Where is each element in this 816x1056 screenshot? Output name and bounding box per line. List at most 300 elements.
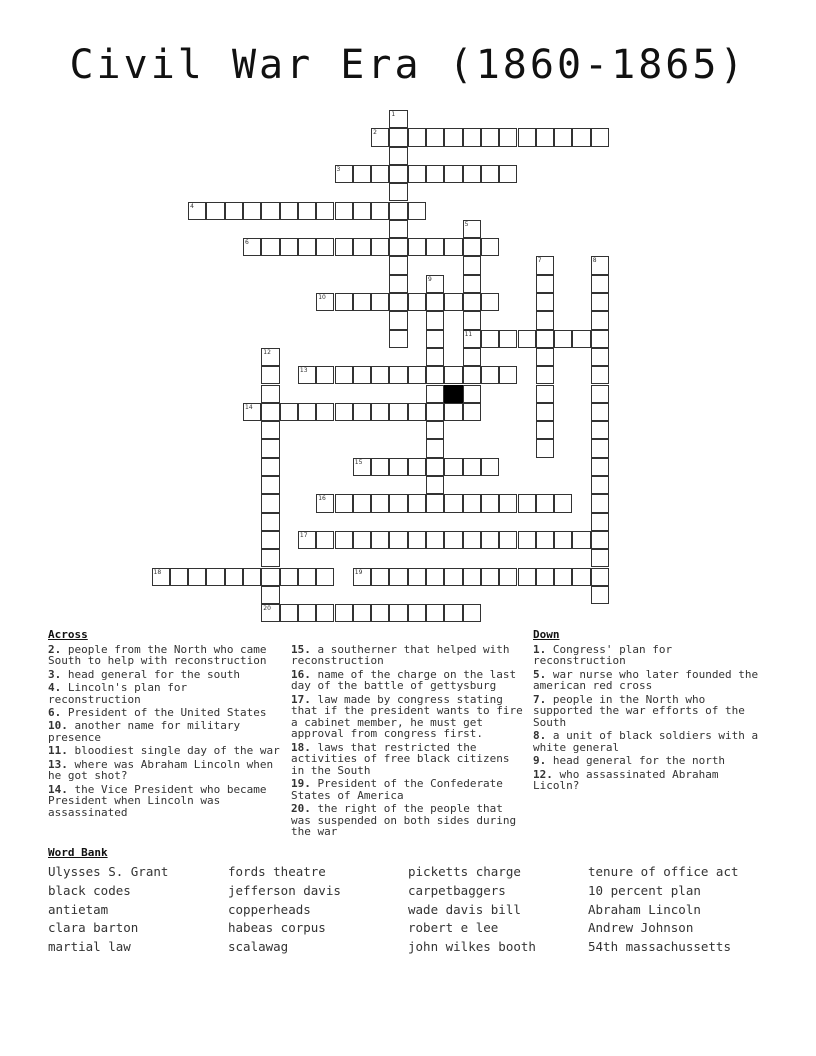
- grid-cell[interactable]: [426, 366, 444, 384]
- grid-cell[interactable]: [243, 568, 261, 586]
- grid-cell[interactable]: [389, 568, 407, 586]
- grid-cell[interactable]: [316, 604, 334, 622]
- clue-text: another name for military presence: [48, 719, 241, 744]
- grid-cell[interactable]: [316, 202, 334, 220]
- clue-number: 20.: [291, 802, 311, 816]
- grid-cell[interactable]: [170, 568, 188, 586]
- grid-cell[interactable]: [536, 494, 554, 512]
- across-clue: [48, 784, 284, 819]
- across-clue: [48, 669, 284, 681]
- grid-cell[interactable]: [463, 568, 481, 586]
- clue-text: President of the Confederate States of America: [291, 777, 503, 802]
- grid-cell[interactable]: [261, 513, 279, 531]
- grid-cell[interactable]: [408, 238, 426, 256]
- grid-cell[interactable]: [371, 604, 389, 622]
- grid-cell[interactable]: [408, 458, 426, 476]
- grid-cell[interactable]: [261, 238, 279, 256]
- down-clue: [533, 730, 763, 753]
- grid-cell[interactable]: [499, 330, 517, 348]
- cell-number: 7: [537, 257, 542, 265]
- grid-cell[interactable]: [408, 494, 426, 512]
- grid-cell[interactable]: [591, 128, 609, 146]
- grid-cell[interactable]: [426, 403, 444, 421]
- grid-cell[interactable]: [444, 165, 462, 183]
- grid-cell[interactable]: [261, 202, 279, 220]
- grid-cell[interactable]: [463, 165, 481, 183]
- grid-cell[interactable]: [554, 128, 572, 146]
- grid-cell[interactable]: [298, 238, 316, 256]
- clue-number: 14.: [48, 782, 68, 796]
- grid-cell[interactable]: [353, 494, 371, 512]
- clue-number: 8.: [533, 729, 547, 743]
- across-clue: [48, 707, 284, 719]
- grid-cell[interactable]: [188, 568, 206, 586]
- grid-cell[interactable]: [591, 385, 609, 403]
- word-bank-item: Ulysses S. Grant: [48, 864, 169, 879]
- grid-cell[interactable]: [225, 568, 243, 586]
- grid-cell[interactable]: [536, 531, 554, 549]
- grid-cell[interactable]: [261, 366, 279, 384]
- black-square: [444, 385, 462, 403]
- grid-cell[interactable]: [591, 476, 609, 494]
- across-clue: [48, 745, 284, 757]
- cell-number: 1: [391, 111, 396, 118]
- grid-cell[interactable]: [371, 366, 389, 384]
- grid-cell[interactable]: [426, 293, 444, 311]
- across-clues-column-2: [291, 629, 527, 840]
- grid-cell[interactable]: [499, 128, 517, 146]
- grid-cell[interactable]: [481, 568, 499, 586]
- grid-cell[interactable]: [408, 128, 426, 146]
- grid-cell[interactable]: [499, 531, 517, 549]
- word-bank-item: 54th massachussetts: [588, 939, 731, 955]
- clue-number: 19.: [291, 777, 311, 791]
- across-clue: [291, 742, 527, 777]
- word-bank-item: carpetbaggers: [408, 882, 506, 898]
- grid-cell[interactable]: [463, 348, 481, 366]
- down-clue: [533, 769, 763, 792]
- down-heading: Down: [533, 628, 560, 641]
- grid-cell[interactable]: [591, 330, 609, 348]
- grid-cell[interactable]: [261, 531, 279, 549]
- clue-number: 15.: [291, 642, 311, 656]
- grid-cell[interactable]: [481, 330, 499, 348]
- grid-cell[interactable]: [206, 202, 224, 220]
- word-bank-item: jefferson davis: [228, 882, 341, 898]
- cell-number: 11: [464, 330, 473, 338]
- across-clue: [291, 778, 527, 801]
- cell-number: 6: [245, 239, 249, 247]
- grid-cell[interactable]: [225, 202, 243, 220]
- grid-cell[interactable]: [389, 403, 407, 421]
- grid-cell[interactable]: [389, 604, 407, 622]
- grid-cell[interactable]: [444, 238, 462, 256]
- word-bank-item: fords theatre: [228, 864, 326, 879]
- grid-cell[interactable]: [353, 366, 371, 384]
- grid-cell[interactable]: [389, 366, 407, 384]
- grid-cell[interactable]: [261, 385, 279, 403]
- clue-text: Congress' plan for reconstruction: [533, 642, 673, 668]
- grid-cell[interactable]: [353, 604, 371, 622]
- grid-cell[interactable]: [536, 275, 554, 293]
- grid-cell[interactable]: [298, 568, 316, 586]
- cell-number: 8: [592, 257, 597, 265]
- grid-cell[interactable]: [426, 330, 444, 348]
- grid-cell[interactable]: [261, 494, 279, 512]
- grid-cell[interactable]: [371, 165, 389, 183]
- grid-cell[interactable]: [389, 147, 407, 165]
- grid-cell[interactable]: [426, 604, 444, 622]
- grid-cell[interactable]: [444, 128, 462, 146]
- grid-cell[interactable]: [426, 311, 444, 329]
- grid-cell[interactable]: [444, 531, 462, 549]
- word-bank-item: copperheads: [228, 901, 311, 917]
- grid-cell[interactable]: [426, 494, 444, 512]
- grid-cell[interactable]: [572, 568, 590, 586]
- across-heading: Across: [48, 628, 88, 641]
- grid-cell[interactable]: [591, 293, 609, 311]
- grid-cell[interactable]: [371, 568, 389, 586]
- across-clue: [48, 644, 284, 667]
- grid-cell[interactable]: [389, 128, 407, 146]
- clue-number: 16.: [291, 667, 311, 681]
- grid-cell[interactable]: [591, 458, 609, 476]
- clue-number: 10.: [48, 719, 68, 733]
- grid-cell[interactable]: [481, 366, 499, 384]
- grid-cell[interactable]: [591, 421, 609, 439]
- grid-cell[interactable]: [463, 256, 481, 274]
- grid-cell[interactable]: [554, 568, 572, 586]
- grid-cell[interactable]: [316, 238, 334, 256]
- word-bank-item: antietam: [48, 901, 109, 917]
- grid-cell[interactable]: [408, 366, 426, 384]
- word-bank: [48, 864, 788, 958]
- grid-cell[interactable]: [499, 568, 517, 586]
- grid-cell[interactable]: [389, 165, 407, 183]
- grid-cell[interactable]: [463, 311, 481, 329]
- grid-cell[interactable]: [536, 439, 554, 457]
- grid-cell[interactable]: [444, 458, 462, 476]
- grid-cell[interactable]: [499, 165, 517, 183]
- grid-cell[interactable]: [261, 439, 279, 457]
- grid-cell[interactable]: [426, 238, 444, 256]
- grid-cell[interactable]: [371, 238, 389, 256]
- word-bank-item: scalawag: [228, 939, 289, 955]
- grid-cell[interactable]: [408, 604, 426, 622]
- grid-cell[interactable]: [463, 531, 481, 549]
- grid-cell[interactable]: [316, 568, 334, 586]
- grid-cell[interactable]: [572, 531, 590, 549]
- grid-cell[interactable]: [389, 330, 407, 348]
- grid-cell[interactable]: [536, 348, 554, 366]
- grid-cell[interactable]: [408, 293, 426, 311]
- grid-cell[interactable]: [463, 385, 481, 403]
- grid-cell[interactable]: [536, 330, 554, 348]
- grid-cell[interactable]: [463, 494, 481, 512]
- grid-cell[interactable]: [389, 202, 407, 220]
- cell-number: 15: [354, 458, 363, 466]
- grid-cell[interactable]: [499, 366, 517, 384]
- clue-text: Lincoln's plan for reconstruction: [48, 680, 188, 706]
- grid-cell[interactable]: [481, 494, 499, 512]
- clue-text: war nurse who later founded the american red cross: [533, 667, 759, 693]
- grid-cell[interactable]: [298, 604, 316, 622]
- grid-cell[interactable]: [426, 128, 444, 146]
- across-clue: [291, 644, 527, 667]
- clue-text: a southerner that helped with reconstruction: [291, 642, 510, 668]
- across-clue: [291, 669, 527, 692]
- grid-cell[interactable]: [353, 531, 371, 549]
- cell-number: 13: [299, 367, 308, 375]
- down-clue: [533, 694, 763, 729]
- clue-number: 5.: [533, 667, 547, 681]
- grid-cell[interactable]: [408, 202, 426, 220]
- down-clue: [533, 644, 763, 667]
- grid-cell[interactable]: [426, 421, 444, 439]
- grid-cell[interactable]: [426, 385, 444, 403]
- across-clues-column-1: [48, 629, 284, 820]
- grid-cell[interactable]: [481, 531, 499, 549]
- grid-cell[interactable]: [426, 165, 444, 183]
- grid-cell[interactable]: [591, 348, 609, 366]
- grid-cell[interactable]: [389, 238, 407, 256]
- word-bank-item: Abraham Lincoln: [588, 901, 701, 917]
- grid-cell[interactable]: [371, 202, 389, 220]
- grid-cell[interactable]: [371, 494, 389, 512]
- cell-number: 4: [190, 202, 194, 210]
- word-bank-heading: Word Bank: [48, 846, 108, 859]
- grid-cell[interactable]: [591, 311, 609, 329]
- grid-cell[interactable]: [280, 604, 298, 622]
- grid-cell[interactable]: [389, 494, 407, 512]
- grid-cell[interactable]: [591, 568, 609, 586]
- grid-cell[interactable]: [316, 403, 334, 421]
- grid-cell[interactable]: [463, 604, 481, 622]
- grid-cell[interactable]: [463, 366, 481, 384]
- down-clue: [533, 669, 763, 692]
- grid-cell[interactable]: [371, 403, 389, 421]
- grid-cell[interactable]: [481, 165, 499, 183]
- grid-cell[interactable]: [261, 476, 279, 494]
- grid-cell[interactable]: [389, 275, 407, 293]
- grid-cell[interactable]: [499, 494, 517, 512]
- grid-cell[interactable]: [335, 604, 353, 622]
- grid-cell[interactable]: [426, 439, 444, 457]
- grid-cell[interactable]: [335, 531, 353, 549]
- grid-cell[interactable]: [389, 458, 407, 476]
- grid-cell[interactable]: [554, 330, 572, 348]
- grid-cell[interactable]: [591, 531, 609, 549]
- clue-number: 12.: [533, 767, 553, 781]
- grid-cell[interactable]: [426, 458, 444, 476]
- grid-cell[interactable]: [335, 293, 353, 311]
- grid-cell[interactable]: [280, 403, 298, 421]
- grid-cell[interactable]: [444, 604, 462, 622]
- grid-cell[interactable]: [353, 403, 371, 421]
- grid-cell[interactable]: [536, 385, 554, 403]
- grid-cell[interactable]: [261, 568, 279, 586]
- grid-cell[interactable]: [261, 549, 279, 567]
- grid-cell[interactable]: [408, 165, 426, 183]
- grid-cell[interactable]: [481, 128, 499, 146]
- word-bank-item: martial law: [48, 939, 131, 955]
- grid-cell[interactable]: [481, 238, 499, 256]
- clue-number: 6.: [48, 705, 62, 719]
- grid-cell[interactable]: [261, 458, 279, 476]
- grid-cell[interactable]: [280, 202, 298, 220]
- grid-cell[interactable]: [353, 238, 371, 256]
- cell-number: 9: [428, 275, 432, 283]
- word-bank-item: wade davis bill: [408, 901, 521, 917]
- grid-cell[interactable]: [463, 128, 481, 146]
- grid-cell[interactable]: [408, 403, 426, 421]
- clue-text: who assassinated Abraham Licoln?: [533, 767, 719, 793]
- grid-cell[interactable]: [591, 549, 609, 567]
- grid-cell[interactable]: [353, 165, 371, 183]
- grid-cell[interactable]: [463, 238, 481, 256]
- grid-cell[interactable]: [261, 421, 279, 439]
- clue-number: 7.: [533, 692, 547, 706]
- grid-cell[interactable]: [426, 531, 444, 549]
- grid-cell[interactable]: [408, 531, 426, 549]
- clue-text: the right of the people that was suspended on both sides during the war: [291, 802, 517, 839]
- cell-number: 12: [263, 348, 271, 356]
- grid-cell[interactable]: [536, 568, 554, 586]
- grid-cell[interactable]: [536, 366, 554, 384]
- grid-cell[interactable]: [463, 293, 481, 311]
- cell-number: 14: [245, 403, 253, 411]
- grid-cell[interactable]: [298, 202, 316, 220]
- grid-cell[interactable]: [280, 238, 298, 256]
- cell-number: 5: [464, 220, 469, 228]
- grid-cell[interactable]: [518, 330, 536, 348]
- grid-cell[interactable]: [389, 311, 407, 329]
- across-clue: [291, 803, 527, 838]
- grid-cell[interactable]: [335, 494, 353, 512]
- cell-number: 10: [318, 294, 326, 301]
- clue-text: the Vice President who became President when Lincoln was assassinated: [48, 782, 267, 819]
- grid-cell[interactable]: [554, 494, 572, 512]
- across-clue: [48, 682, 284, 705]
- grid-cell[interactable]: [426, 568, 444, 586]
- grid-cell[interactable]: [536, 421, 554, 439]
- grid-cell[interactable]: [591, 494, 609, 512]
- grid-cell[interactable]: [572, 330, 590, 348]
- grid-cell[interactable]: [536, 128, 554, 146]
- grid-cell[interactable]: [518, 128, 536, 146]
- grid-cell[interactable]: [536, 311, 554, 329]
- grid-cell[interactable]: [316, 366, 334, 384]
- grid-cell[interactable]: [518, 568, 536, 586]
- cell-number: 18: [153, 568, 162, 576]
- grid-cell[interactable]: [261, 586, 279, 604]
- clue-text: name of the charge on the last day of the battle of gettysburg: [291, 667, 517, 693]
- grid-cell[interactable]: [335, 202, 353, 220]
- grid-cell[interactable]: [389, 531, 407, 549]
- grid-cell[interactable]: [444, 494, 462, 512]
- grid-cell[interactable]: [572, 128, 590, 146]
- clue-number: 3.: [48, 667, 62, 681]
- word-bank-item: habeas corpus: [228, 920, 326, 936]
- grid-cell[interactable]: [353, 293, 371, 311]
- grid-cell[interactable]: [335, 366, 353, 384]
- word-bank-item: tenure of office act: [588, 864, 739, 879]
- grid-cell[interactable]: [298, 403, 316, 421]
- grid-cell[interactable]: [481, 293, 499, 311]
- grid-cell[interactable]: [316, 531, 334, 549]
- grid-cell[interactable]: [426, 476, 444, 494]
- word-bank-item: john wilkes booth: [408, 939, 536, 955]
- clue-text: law made by congress stating that if the president wants to fire a cabinet member, he must get approval from congress first.: [291, 692, 523, 741]
- grid-cell[interactable]: [389, 183, 407, 201]
- cell-number: 17: [299, 531, 308, 539]
- cell-number: 19: [354, 568, 363, 576]
- clue-text: head general for the south: [61, 667, 241, 681]
- grid-cell[interactable]: [389, 220, 407, 238]
- grid-cell[interactable]: [444, 366, 462, 384]
- grid-cell[interactable]: [371, 458, 389, 476]
- grid-cell[interactable]: [591, 366, 609, 384]
- grid-cell[interactable]: [389, 293, 407, 311]
- grid-cell[interactable]: [335, 403, 353, 421]
- cell-number: 16: [318, 495, 326, 503]
- grid-cell[interactable]: [518, 494, 536, 512]
- word-bank-item: clara barton: [48, 920, 139, 936]
- clue-text: a unit of black soldiers with a white general: [533, 729, 759, 754]
- grid-cell[interactable]: [389, 256, 407, 274]
- clue-text: people in the North who supported the war efforts of the South: [533, 692, 745, 729]
- grid-cell[interactable]: [536, 403, 554, 421]
- grid-cell[interactable]: [408, 568, 426, 586]
- grid-cell[interactable]: [591, 513, 609, 531]
- grid-cell[interactable]: [426, 348, 444, 366]
- grid-cell[interactable]: [206, 568, 224, 586]
- grid-cell[interactable]: [463, 458, 481, 476]
- grid-cell[interactable]: [518, 531, 536, 549]
- grid-cell[interactable]: [463, 403, 481, 421]
- grid-cell[interactable]: [444, 568, 462, 586]
- grid-cell[interactable]: [536, 293, 554, 311]
- grid-cell[interactable]: [444, 403, 462, 421]
- clue-text: bloodiest single day of the war: [67, 744, 280, 758]
- cell-number: 2: [373, 129, 377, 137]
- grid-cell[interactable]: [591, 586, 609, 604]
- grid-cell[interactable]: [591, 275, 609, 293]
- grid-cell[interactable]: [481, 458, 499, 476]
- grid-cell[interactable]: [591, 403, 609, 421]
- clue-number: 2.: [48, 642, 62, 656]
- grid-cell[interactable]: [444, 293, 462, 311]
- word-bank-item: picketts charge: [408, 864, 521, 879]
- grid-cell[interactable]: [335, 238, 353, 256]
- clue-number: 18.: [291, 740, 311, 754]
- grid-cell[interactable]: [280, 568, 298, 586]
- down-clues-column: [533, 629, 763, 794]
- page-title: Civil War Era (1860-1865): [69, 42, 747, 88]
- grid-cell[interactable]: [261, 403, 279, 421]
- clue-number: 17.: [291, 692, 311, 706]
- grid-cell[interactable]: [371, 531, 389, 549]
- grid-cell[interactable]: [243, 202, 261, 220]
- clue-number: 11.: [48, 744, 68, 758]
- down-clue: [533, 755, 763, 767]
- grid-cell[interactable]: [591, 439, 609, 457]
- grid-cell[interactable]: [353, 202, 371, 220]
- grid-cell[interactable]: [554, 531, 572, 549]
- grid-cell[interactable]: [463, 275, 481, 293]
- clue-number: 9.: [533, 754, 547, 768]
- grid-cell[interactable]: [371, 293, 389, 311]
